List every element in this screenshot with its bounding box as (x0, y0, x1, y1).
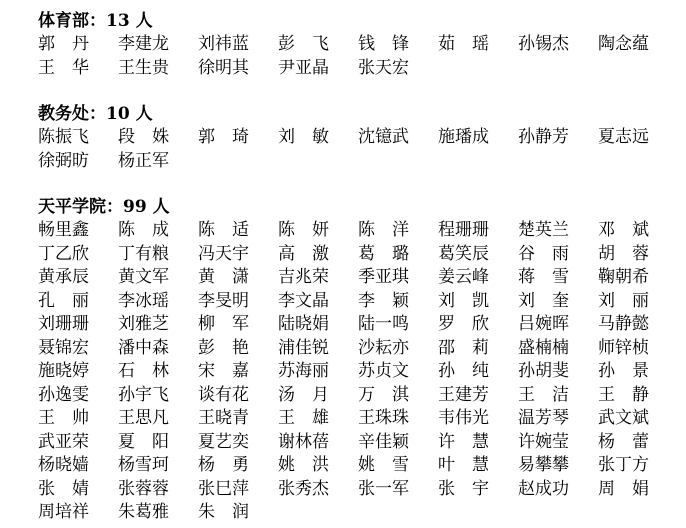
person-name: 张 宇 (438, 478, 489, 499)
person-name: 王 雄 (278, 408, 329, 428)
person-name: 聂 锦 宏 (38, 337, 89, 358)
person-name: 陈 成 (118, 220, 169, 240)
person-name: 柳 军 (198, 314, 249, 334)
name-grid (38, 219, 678, 525)
person-name: 郭 琦 (198, 127, 249, 147)
person-name: 邓 斌 (598, 220, 649, 240)
person-name: 朱 葛 雅 (118, 502, 169, 522)
person-name: 石 林 (118, 361, 169, 381)
person-name: 彭 艳 (198, 337, 249, 358)
name-grid (38, 33, 678, 80)
person-name: 朱 润 (198, 502, 249, 522)
person-name: 黄 承 辰 (38, 267, 89, 287)
department-heading: 天平学院：99 人 (38, 197, 170, 217)
person-name: 李 颖 (358, 290, 409, 311)
person-name: 陆 晓 娟 (278, 314, 329, 334)
person-name: 孙 逸 雯 (38, 384, 89, 405)
person-name: 刘 敏 (278, 127, 329, 147)
person-name: 张 丁 方 (598, 455, 649, 475)
person-name: 韦 伟 光 (438, 408, 489, 428)
person-name: 孙 宇 飞 (118, 384, 169, 405)
person-name: 陶 念 蕴 (598, 34, 649, 54)
person-name: 刘 凯 (438, 290, 489, 311)
person-name: 黄 文 军 (118, 267, 169, 287)
person-name: 张 蓉 蓉 (118, 478, 169, 499)
person-name: 钱 锋 (358, 34, 409, 54)
person-name: 杨 正 军 (118, 150, 169, 171)
person-name: 吕 婉 晖 (518, 314, 569, 334)
person-name: 季 亚 琪 (358, 267, 409, 287)
person-name: 马 静 懿 (598, 314, 649, 334)
person-name: 周 娟 (598, 478, 649, 499)
person-name: 汤 月 (278, 384, 329, 405)
person-name: 姚 雪 (358, 455, 409, 475)
person-name: 葛 笑 辰 (438, 243, 489, 264)
department-section (38, 196, 678, 525)
person-name: 施 晓 婷 (38, 361, 89, 381)
person-name: 罗 欣 (438, 314, 489, 334)
person-name: 陈 洋 (358, 220, 409, 240)
person-name: 程 珊 珊 (438, 220, 489, 240)
person-name: 彭 飞 (278, 34, 329, 54)
person-name: 姜 云 峰 (438, 267, 489, 287)
person-name: 葛 璐 (358, 243, 409, 264)
person-name: 张 天 宏 (358, 57, 409, 78)
person-name: 孔 丽 (38, 290, 89, 311)
person-name: 万 淇 (358, 384, 409, 405)
person-name: 李 冰 瑶 (118, 290, 169, 311)
person-name: 胡 蓉 (598, 243, 649, 264)
person-name: 易 攀 攀 (518, 455, 569, 475)
person-name: 孙 静 芳 (518, 127, 569, 147)
person-name: 孙 景 (598, 361, 649, 381)
person-name: 沙 耘 亦 (358, 337, 409, 358)
person-name: 赵 成 功 (518, 478, 569, 499)
person-name: 苏 海 丽 (278, 361, 329, 381)
person-name: 夏 阳 (118, 431, 169, 452)
person-name: 畅 里 鑫 (38, 220, 89, 240)
person-name: 丁 有 粮 (118, 243, 169, 264)
person-name: 苏 贞 文 (358, 361, 409, 381)
person-name: 王 生 贵 (118, 57, 169, 78)
person-name: 刘 雅 芝 (118, 314, 169, 334)
department-section (38, 103, 678, 173)
person-name: 尹 亚 晶 (278, 57, 329, 78)
person-name: 王 珠 珠 (358, 408, 409, 428)
person-name: 浦 佳 锐 (278, 337, 329, 358)
person-name: 谈 有 花 (198, 384, 249, 405)
person-name: 徐 明 其 (198, 57, 249, 78)
person-name: 谢 林 蓓 (278, 431, 329, 452)
person-name: 茹 瑶 (438, 34, 489, 54)
person-name: 楚 英 兰 (518, 220, 569, 240)
person-name: 冯 天 宇 (198, 243, 249, 264)
roster-document (38, 10, 678, 525)
person-name: 丁 乙 欣 (38, 243, 89, 264)
name-grid (38, 126, 678, 173)
person-name: 陈 适 (198, 220, 249, 240)
person-name: 师 锌 桢 (598, 337, 649, 358)
person-name: 张 一 军 (358, 478, 409, 499)
person-name: 王 思 凡 (118, 408, 169, 428)
person-name: 陆 一 鸣 (358, 314, 409, 334)
person-name: 宋 嘉 (198, 361, 249, 381)
person-name: 段 姝 (118, 127, 169, 147)
person-name: 温 芳 琴 (518, 408, 569, 428)
person-name: 武 亚 荣 (38, 431, 89, 452)
person-name: 王 华 (38, 57, 89, 78)
person-name: 盛 楠 楠 (518, 337, 569, 358)
person-name: 武 文 斌 (598, 408, 649, 428)
person-name: 王 洁 (518, 384, 569, 405)
person-name: 沈 镱 武 (358, 127, 409, 147)
person-name: 姚 洪 (278, 455, 329, 475)
person-name: 李 文 晶 (278, 290, 329, 311)
department-section (38, 10, 678, 80)
person-name: 李 建 龙 (118, 34, 169, 54)
person-name: 蒋 雪 (518, 267, 569, 287)
person-name: 潘 中 森 (118, 337, 169, 358)
person-name: 郭 丹 (38, 34, 89, 54)
person-name: 张 巳 萍 (198, 478, 249, 499)
person-name: 杨 雪 珂 (118, 455, 169, 475)
person-name: 黄 潇 (198, 267, 249, 287)
person-name: 夏 艺 奕 (198, 431, 249, 452)
person-name: 刘 珊 珊 (38, 314, 89, 334)
person-name: 孙 纯 (438, 361, 489, 381)
person-name: 刘 奎 (518, 290, 569, 311)
person-name: 王 建 芳 (438, 384, 489, 405)
person-name: 高 激 (278, 243, 329, 264)
person-name: 张 婧 (38, 478, 89, 499)
person-name: 徐 弼 昉 (38, 150, 89, 171)
department-heading: 教务处：10 人 (38, 104, 153, 124)
person-name: 王 晓 青 (198, 408, 249, 428)
person-name: 周 培 祥 (38, 502, 89, 522)
person-name: 鞠 朝 希 (598, 267, 649, 287)
person-name: 孙 锡 杰 (518, 34, 569, 54)
person-name: 许 慧 (438, 431, 489, 452)
person-name: 刘 丽 (598, 290, 649, 311)
person-name: 施 璠 成 (438, 127, 489, 147)
person-name: 杨 蕾 (598, 431, 649, 452)
person-name: 刘 祎 蓝 (198, 34, 249, 54)
department-heading: 体育部：13 人 (38, 11, 153, 31)
person-name: 张 秀 杰 (278, 478, 329, 499)
person-name: 辛 佳 颖 (358, 431, 409, 452)
person-name: 叶 慧 (438, 455, 489, 475)
person-name: 李 旻 明 (198, 290, 249, 311)
person-name: 杨 勇 (198, 455, 249, 475)
person-name: 杨 晓 嫱 (38, 455, 89, 475)
person-name: 孙 胡 斐 (518, 361, 569, 381)
person-name: 邵 莉 (438, 337, 489, 358)
person-name: 陈 妍 (278, 220, 329, 240)
person-name: 谷 雨 (518, 243, 569, 264)
person-name: 吉 兆 荣 (278, 267, 329, 287)
person-name: 王 静 (598, 384, 649, 405)
person-name: 夏 志 远 (598, 127, 649, 147)
person-name: 王 帅 (38, 408, 89, 428)
person-name: 许 婉 莹 (518, 431, 569, 452)
person-name: 陈 振 飞 (38, 127, 89, 147)
